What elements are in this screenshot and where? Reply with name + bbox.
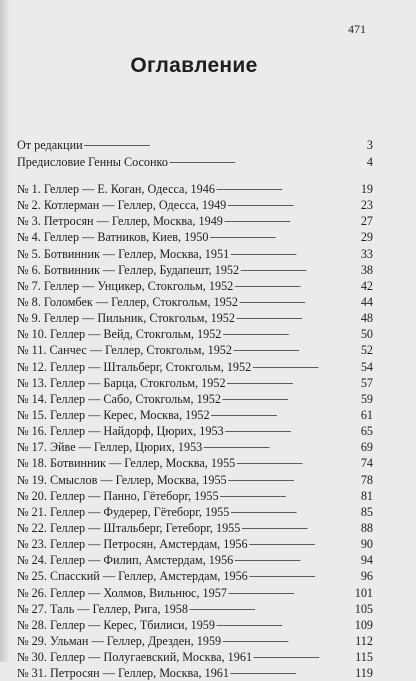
toc-entry-title: № 17. Эйве — Геллер, Цюрих, 1953 <box>17 440 203 455</box>
toc-entry-page: 52 <box>360 343 373 358</box>
toc-entry-page: 27 <box>360 214 373 229</box>
toc-entry-page: 42 <box>360 278 373 293</box>
toc-entry-title: № 26. Геллер — Холмов, Вильнюс, 1957 <box>17 585 227 600</box>
toc-entry-page: 81 <box>360 488 373 503</box>
toc-entry <box>17 665 373 681</box>
dot-leader <box>169 151 365 169</box>
dot-leader <box>84 134 365 152</box>
toc-entry-page: 4 <box>366 155 373 169</box>
toc-entry-page: 119 <box>355 666 373 681</box>
toc-entry-title: № 10. Геллер — Вейд, Стокгольм, 1952 <box>17 327 222 342</box>
toc-entry <box>17 154 373 171</box>
toc-entry-title: № 18. Ботвинник — Геллер, Москва, 1955 <box>17 456 236 471</box>
toc-entry-title: № 22. Геллер — Штальберг, Гетеборг, 1955 <box>17 520 241 535</box>
toc-entry-title: № 12. Геллер — Штальберг, Стокгольм, 1952 <box>17 359 252 374</box>
toc-entry-title: № 23. Геллер — Петросян, Амстердам, 1956 <box>17 537 248 552</box>
toc-entry-title: От редакции <box>17 138 83 152</box>
toc-entry-title: № 19. Смыслов — Геллер, Москва, 1955 <box>17 472 227 487</box>
toc-entry-title: № 2. Котлерман — Геллер, Одесса, 1949 <box>17 198 227 213</box>
toc-entry-title: № 1. Геллер — Е. Коган, Одесса, 1946 <box>17 182 215 196</box>
toc-entry-page: 59 <box>360 391 373 406</box>
intro-list <box>17 137 373 171</box>
toc-entry-page: 19 <box>360 182 373 196</box>
toc-entry-page: 94 <box>360 553 373 568</box>
toc-entry-title: № 30. Геллер — Полугаевский, Москва, 1961 <box>17 650 253 665</box>
toc-entry-title: № 20. Геллер — Панно, Гётеборг, 1955 <box>17 488 219 503</box>
toc-entry-page: 29 <box>360 230 373 245</box>
dot-leader <box>230 662 353 680</box>
toc-entry-title: № 4. Геллер — Ватников, Киев, 1950 <box>17 230 209 245</box>
toc-entry-page: 101 <box>354 585 373 600</box>
toc-entry-page: 78 <box>360 472 373 487</box>
page-number: 471 <box>348 22 366 36</box>
toc-entry-title: № 25. Спасский — Геллер, Амстердам, 1956 <box>17 569 248 584</box>
toc-entry-title: № 6. Ботвинник — Геллер, Будапешт, 1952 <box>17 262 240 277</box>
toc-entry-page: 69 <box>360 440 373 455</box>
toc-entry-title: № 13. Геллер — Барца, Стокгольм, 1952 <box>17 375 226 390</box>
toc-entry-page: 23 <box>360 198 373 213</box>
toc-entry-page: 48 <box>360 311 373 326</box>
toc-entry-title: Предисловие Генны Сосонко <box>17 155 168 169</box>
toc-entry-title: № 3. Петросян — Геллер, Москва, 1949 <box>17 214 223 229</box>
toc-entry-page: 44 <box>360 294 373 309</box>
toc-entry-title: № 29. Ульман — Геллер, Дрезден, 1959 <box>17 633 222 648</box>
toc-entry-page: 61 <box>360 407 373 422</box>
toc-entry-page: 57 <box>360 375 373 390</box>
toc-entry-page: 33 <box>360 246 373 261</box>
toc-entry-title: № 5. Ботвинник — Геллер, Москва, 1951 <box>17 246 230 261</box>
toc-entry-page: 65 <box>360 424 373 439</box>
toc-entry-title: № 9. Геллер — Пильник, Стокгольм, 1952 <box>17 311 235 326</box>
toc-entry-page: 109 <box>354 617 373 632</box>
toc-entry-page: 112 <box>355 633 373 648</box>
toc-entry-page: 54 <box>360 359 373 374</box>
toc-entry-title: № 31. Петросян — Геллер, Москва, 1961 <box>17 666 229 681</box>
toc-entry-page: 74 <box>360 456 373 471</box>
toc-entry-page: 105 <box>354 601 373 616</box>
toc-entry-page: 38 <box>360 262 373 277</box>
toc-entry-title: № 15. Геллер — Керес, Москва, 1952 <box>17 407 210 422</box>
toc-entry-title: № 27. Таль — Геллер, Рига, 1958 <box>17 601 188 616</box>
games-list <box>17 181 373 681</box>
page-edge-shadow <box>0 0 10 662</box>
toc-entry-title: № 21. Геллер — Фудерер, Гётеборг, 1955 <box>17 504 230 519</box>
toc-entry-page: 96 <box>360 569 373 584</box>
toc-entry-title: № 16. Геллер — Найдорф, Цюрих, 1953 <box>17 424 224 439</box>
toc-entry-title: № 28. Геллер — Керес, Тбилиси, 1959 <box>17 617 215 632</box>
toc-entry-page: 90 <box>360 537 373 552</box>
toc-entry-title: № 11. Санчес — Геллер, Стокгольм, 1952 <box>17 343 232 358</box>
toc-entry-title: № 24. Геллер — Филип, Амстердам, 1956 <box>17 553 234 568</box>
toc-entry-title: № 7. Геллер — Унцикер, Стокгольм, 1952 <box>17 278 234 293</box>
toc-entry-page: 115 <box>355 650 373 665</box>
toc-entry-title: № 14. Геллер — Сабо, Стокгольм, 1952 <box>17 391 221 406</box>
toc-entry-page: 88 <box>360 520 373 535</box>
toc-entry-title: № 8. Голомбек — Геллер, Стокгольм, 1952 <box>17 294 238 309</box>
toc-entry-page: 85 <box>360 504 373 519</box>
page-title: Оглавление <box>130 54 258 77</box>
toc-entry-page: 3 <box>366 138 373 152</box>
toc-entry-page: 50 <box>360 327 373 342</box>
